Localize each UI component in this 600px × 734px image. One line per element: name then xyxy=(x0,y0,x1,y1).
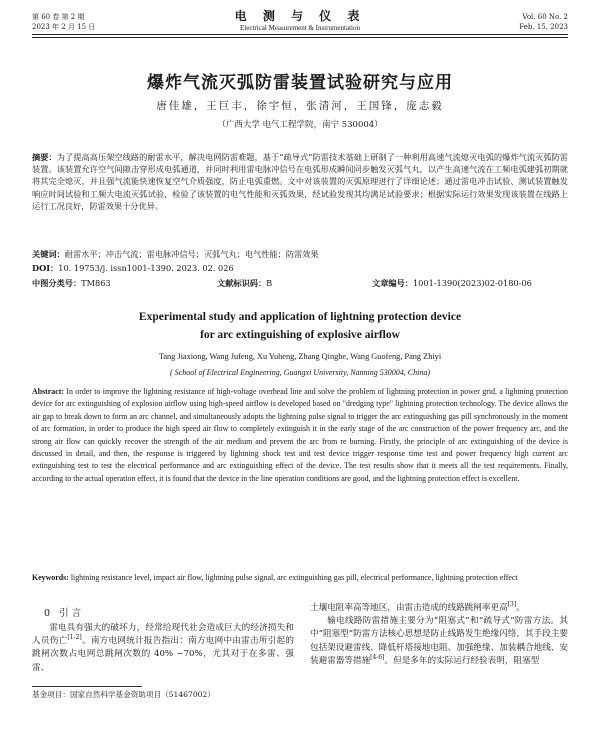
doi-label: DOI： xyxy=(32,263,59,273)
paper-title-cn: 爆炸气流灭弧防雷装置试验研究与应用 xyxy=(147,73,453,93)
journal-name-en: Electrical Measurement & Instrumentation xyxy=(240,24,360,32)
footnote-rule xyxy=(32,686,142,687)
keywords-cn-label: 关键词： xyxy=(32,249,65,259)
volume-issue: 第 60 卷 第 2 期 xyxy=(32,13,85,21)
authors-en: Tang Jiaxiong, Wang Jufeng, Xu Yuheng, Zhang Qinghe, Wang Guofeng, Pang Zhiyi xyxy=(158,352,442,361)
keywords-en-label: Keywords: xyxy=(32,573,69,582)
paper-title-en-line1: Experimental study and application of lightning protection device xyxy=(138,311,462,323)
section-number: 0 xyxy=(44,608,51,619)
citation-ref: [1-2] xyxy=(67,634,82,642)
abstract-en-label: Abstract: xyxy=(32,387,64,396)
paper-title-en-line2: for arc extinguishing of explosive airflow xyxy=(200,329,400,341)
abstract-en xyxy=(32,386,568,485)
classification-row xyxy=(32,277,568,289)
keywords-cn-text: 耐雷水平；冲击气流；雷电脉冲信号；灭弧气丸；电气性能；防雷效果 xyxy=(64,249,319,259)
running-header-center xyxy=(0,9,600,33)
affiliation-cn: （广西大学 电气工程学院，南宁 530004） xyxy=(217,120,383,130)
abstract-cn-label: 摘要： xyxy=(32,152,57,162)
citation-ref: [4-6] xyxy=(370,653,385,661)
section-heading-intro xyxy=(44,605,81,619)
header-rule-thin xyxy=(32,37,568,38)
intro-right-column xyxy=(310,602,568,668)
doi xyxy=(32,262,568,274)
intro-left-column xyxy=(32,622,294,675)
keywords-en-text: lightning resistance level, impact air flow, lightning pulse signal, arc extinguishing gas pill, electrical performance, lightning protection effect xyxy=(70,573,518,582)
vol-no: Vol. 60 No. 2 xyxy=(522,13,568,21)
intro-right-p2: 输电线路防雷措施主要分为“阻塞式”和“疏导式”防雷方法。其中“阻塞型”防雷方法核心思想是防止线路发生绝缘闪络，其手段主要包括架设避雷线、降低杆塔接地电阻、加强绝缘、加装耦合地线、安装避雷器等措施[4-6]。但是多年的实际运行经验表明，阻塞型 xyxy=(310,616,569,666)
paper-title-en xyxy=(0,308,600,344)
funding-footnote: 基金项目：国家自然科学基金资助项目（51467002） xyxy=(32,690,215,699)
doi-value: 10. 19753/j. issn1001-1390. 2023. 02. 026 xyxy=(58,263,234,273)
abstract-cn-text: 为了提高高压架空线路的耐雷水平，解决电网防雷难题，基于“疏导式”防雷技术基础上研制了一种利用高速气流熄灭电弧的爆炸气流灭弧防雷装置。该装置允许空气间隙击穿形成电弧通道，并同时利用雷电脉冲信号在电弧形成瞬间同步触发灭弧气丸，以产生高速气流在工频电弧建弧初期就将其完全熄灭，并且强气流能快速恢复空气介质强度，防止电弧重燃。文中对该装置的灭弧原理进行了详细论述；通过雷电冲击试验、测试装置触发响应时间试验和工频大电流灭弧试验，检验了该装置的电气性能和灭弧效果，经试验发现其均满足试验要求；根据实际运行效果发现该装置在线路上运行工况良好，防雷效果十分优异。 xyxy=(32,152,568,211)
keywords-cn xyxy=(32,248,568,260)
journal-name-cn: 电 测 与 仪 表 xyxy=(234,9,366,23)
abstract-en-text: In order to improve the lightning resistance of high-voltage overhead line and solve the problem of lightning protection in power grid, a lightning protection device for arc extinguishing of explosion airflow using high-speed airflow is developed based on "dredging type" lightning protection technology. The device allows the air gap to break down to form an arc channel, and simultaneously adopts the lightning pulse signal to trigger the arc extinguishing gas pill synchronously in the moment of arc formation, in order to produce the high speed air flow to completely extinguish it in the early stage of the arc construction of the power frequency arc, and the strong air flow can quickly recover the strength of the air medium and prevent the arc from re burning. Firstly, the principle of arc extinguishing of the device is discussed in detail, and then, the response is triggered by lightning shock test and test device trigger response time test and power frequency high current arc extinguishing test to test the electrical performance and arc extinguishing effect of the device. The test results show that it meets all the test requirements. Finally, according to the actual operation effect, it is found that the device in the line operation conditions are good, and the lightning protection effect is excellent. xyxy=(32,387,568,483)
intro-right-p1: 土壤电阻率高等地区，由雷击造成的线路跳闸率更高[3]。 xyxy=(310,601,525,613)
affiliation-en: ( School of Electrical Engineering, Guangxi University, Nanning 530004, China) xyxy=(170,368,430,377)
keywords-en xyxy=(32,572,568,584)
header-rule-thick xyxy=(32,34,568,35)
citation-ref: [3] xyxy=(507,601,517,609)
running-header-right xyxy=(519,12,568,32)
issue-date: 2023 年 2 月 15 日 xyxy=(32,23,96,31)
document-code: 文献标识码：B xyxy=(217,278,273,288)
clc-code: 中图分类号：TM863 xyxy=(32,278,111,288)
authors-cn: 唐佳雄，王巨丰，徐宇恒，张清河，王国锋，庞志毅 xyxy=(156,100,444,112)
article-number: 文章编号：1001-1390(2023)02-0180-06 xyxy=(372,278,532,288)
intro-left-text: 雷电具有强大的破坏力，经常给现代社会造成巨大的经济损失和人员伤亡[1-2]。南方电网统计报告指出：南方电网中由雷击所引起的跳闸次数占电网总跳闸次数的 40% ~70%，尤其对于在多雷、强雷、 xyxy=(32,623,294,673)
abstract-cn xyxy=(32,151,568,212)
date-en: Feb. 15, 2023 xyxy=(519,23,568,31)
section-title: 引 言 xyxy=(59,608,82,619)
